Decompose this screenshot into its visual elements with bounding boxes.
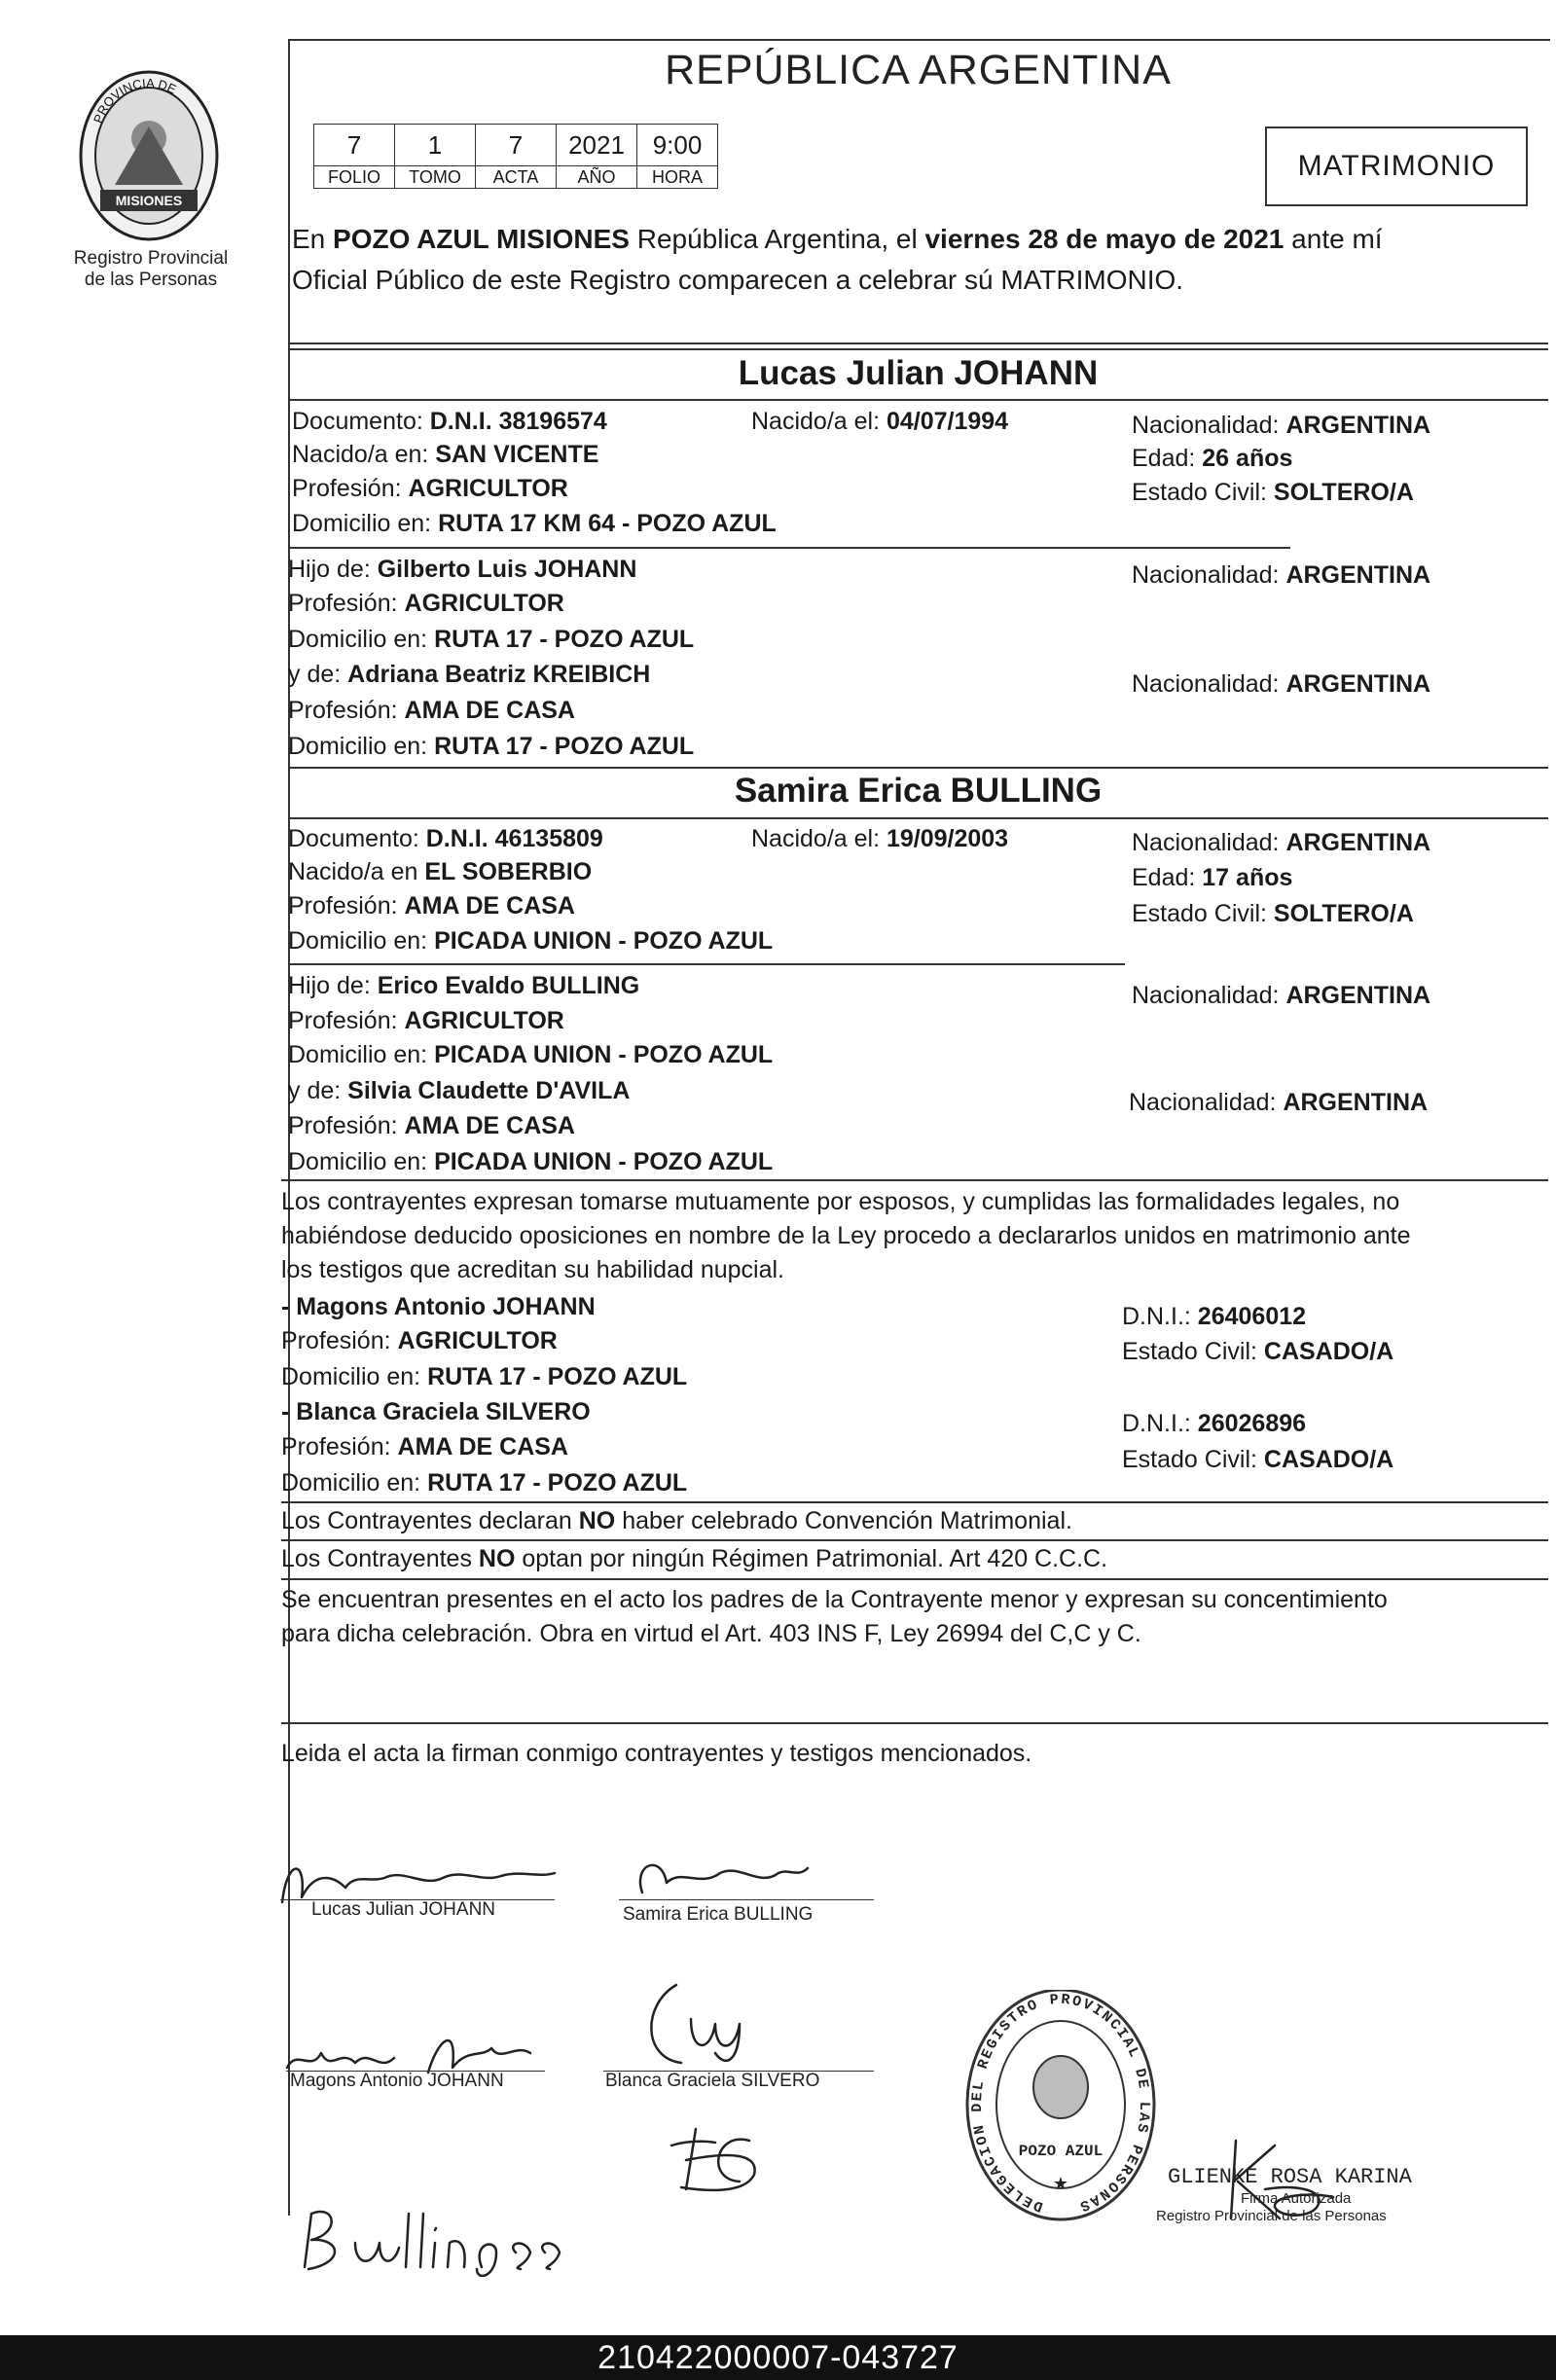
divider	[281, 1722, 1548, 1724]
divider	[288, 767, 1548, 769]
divider	[281, 1179, 1548, 1181]
bride-father-profession: Profesión: AGRICULTOR	[288, 1007, 564, 1034]
record-type-box: MATRIMONIO	[1265, 126, 1528, 206]
parents-consent-paragraph: Se encuentran presentes en el acto los padres de la Contrayente menor y expresan su concentimiento para dicha celebración. Obra en virtud el Art. 403 INS F, Ley 26994 del C,C y C.	[281, 1586, 1388, 1647]
logo-band-text: MISIONES	[115, 193, 183, 208]
groom-mother-nationality: Nacionalidad: ARGENTINA	[1132, 670, 1431, 698]
bride-document: Documento: D.N.I. 46135809	[288, 825, 603, 852]
logo-caption	[39, 248, 263, 291]
official-role: Firma Autorizada	[1241, 2190, 1352, 2207]
signature-line	[619, 1899, 874, 1900]
bride-address: Domicilio en: PICADA UNION - POZO AZUL	[288, 927, 774, 955]
intro-line-2: Oficial Público de este Registro comparecen a celebrar sú MATRIMONIO.	[292, 265, 1184, 295]
bride-profession: Profesión: AMA DE CASA	[288, 892, 575, 920]
convention-statement: Los Contrayentes declaran NO haber celebrado Convención Matrimonial.	[281, 1507, 1072, 1534]
witness-2-profession: Profesión: AMA DE CASA	[281, 1433, 568, 1460]
groom-mother-profession: Profesión: AMA DE CASA	[288, 697, 575, 724]
bride-birth-place: Nacido/a en EL SOBERBIO	[288, 858, 593, 885]
official-seal	[963, 1990, 1158, 2228]
acta-label: ACTA	[476, 166, 557, 189]
provincial-registry-logo	[76, 68, 222, 243]
intro-date: viernes 28 de mayo de 2021	[924, 224, 1285, 254]
divider	[281, 1578, 1548, 1580]
year-label: AÑO	[557, 166, 637, 189]
tomo-label: TOMO	[395, 166, 476, 189]
divider	[281, 1501, 1548, 1503]
closing-statement: Leida el acta la firman conmigo contrayentes y testigos mencionados.	[281, 1740, 1032, 1767]
bride-nationality: Nacionalidad: ARGENTINA	[1132, 829, 1431, 856]
groom-father-nationality: Nacionalidad: ARGENTINA	[1132, 561, 1431, 589]
bride-mother-nationality: Nacionalidad: ARGENTINA	[1129, 1089, 1429, 1116]
divider	[288, 963, 1125, 965]
groom-father-address: Domicilio en: RUTA 17 - POZO AZUL	[288, 626, 695, 653]
logo-arc-text: PROVINCIA DE	[90, 75, 179, 126]
initials-mark	[657, 2121, 764, 2199]
groom-document: Documento: D.N.I. 38196574	[292, 408, 607, 435]
hour-value: 9:00	[637, 125, 718, 166]
bride-father-nationality: Nacionalidad: ARGENTINA	[1132, 982, 1431, 1009]
logo-caption-line-2: de las Personas	[84, 270, 218, 290]
divider	[288, 348, 1548, 350]
document-code-bar: 210422000007-043727	[0, 2335, 1556, 2380]
bride-mother: y de: Silvia Claudette D'AVILA	[288, 1077, 631, 1104]
groom-birth-date: Nacido/a el: 04/07/1994	[751, 408, 1009, 435]
witness-1-profession: Profesión: AGRICULTOR	[281, 1327, 558, 1354]
document-title: REPÚBLICA ARGENTINA	[665, 47, 1172, 93]
bride-birth-date: Nacido/a el: 19/09/2003	[751, 825, 1009, 852]
bride-mother-profession: Profesión: AMA DE CASA	[288, 1112, 575, 1139]
witness-2-signature-name: Blanca Graciela SILVERO	[605, 2071, 820, 2091]
witness-2-signature	[623, 1975, 817, 2073]
handwritten-margin-note	[297, 2199, 589, 2277]
declaration-paragraph: Los contrayentes expresan tomarse mutuamente por esposos, y cumplidas las formalidades legales, no habiéndose deducido oposiciones en nombre de la Ley procedo a declararlos unidos en matrimonio ante los testigos que acreditan su habilidad nupcial.	[281, 1188, 1411, 1283]
groom-signature-name: Lucas Julian JOHANN	[311, 1899, 496, 1920]
groom-civil-status: Estado Civil: SOLTERO/A	[1132, 479, 1414, 506]
bride-signature-name: Samira Erica BULLING	[623, 1904, 814, 1925]
bride-age: Edad: 17 años	[1132, 864, 1293, 891]
folio-value: 7	[314, 125, 395, 166]
groom-nationality: Nacionalidad: ARGENTINA	[1132, 412, 1431, 439]
witness-1-dni: D.N.I.: 26406012	[1122, 1303, 1307, 1330]
groom-mother-address: Domicilio en: RUTA 17 - POZO AZUL	[288, 733, 695, 760]
bride-father-address: Domicilio en: PICADA UNION - POZO AZUL	[288, 1041, 774, 1068]
official-organization: Registro Provincial de las Personas	[1156, 2208, 1387, 2224]
divider	[288, 547, 1290, 549]
acta-value: 7	[476, 125, 557, 166]
intro-paragraph: En POZO AZUL MISIONES República Argentina, el viernes 28 de mayo de 2021 ante mí Oficial Público de este Registro comparecen a celebrar sú MATRIMONIO.	[292, 219, 1547, 301]
witness-2-name: - Blanca Graciela SILVERO	[281, 1398, 591, 1425]
divider	[288, 399, 1548, 401]
witness-2-dni: D.N.I.: 26026896	[1122, 1410, 1307, 1437]
witness-1-signature-name: Magons Antonio JOHANN	[290, 2071, 504, 2091]
divider	[288, 343, 1548, 344]
groom-name-heading: Lucas Julian JOHANN	[738, 354, 1099, 392]
year-value: 2021	[557, 125, 637, 166]
official-name: GLIENKE ROSA KARINA	[1168, 2165, 1412, 2189]
groom-father-profession: Profesión: AGRICULTOR	[288, 590, 564, 617]
groom-mother: y de: Adriana Beatriz KREIBICH	[288, 661, 651, 688]
intro-place: POZO AZUL MISIONES	[333, 224, 630, 254]
official-signature	[1197, 2131, 1343, 2228]
bride-name-heading: Samira Erica BULLING	[734, 772, 1103, 810]
divider	[288, 817, 1548, 819]
groom-father: Hijo de: Gilberto Luis JOHANN	[288, 556, 637, 583]
witness-1-name: - Magons Antonio JOHANN	[281, 1293, 596, 1320]
witness-1-civil-status: Estado Civil: CASADO/A	[1122, 1338, 1394, 1365]
bride-civil-status: Estado Civil: SOLTERO/A	[1132, 900, 1414, 927]
bride-signature	[623, 1849, 817, 1907]
registry-reference-table	[313, 124, 718, 189]
groom-address: Domicilio en: RUTA 17 KM 64 - POZO AZUL	[292, 510, 777, 537]
bride-mother-address: Domicilio en: PICADA UNION - POZO AZUL	[288, 1148, 774, 1175]
logo-caption-line-1: Registro Provincial	[73, 248, 229, 269]
divider	[281, 1539, 1548, 1541]
groom-profession: Profesión: AGRICULTOR	[292, 475, 568, 502]
hour-label: HORA	[637, 166, 718, 189]
witness-2-civil-status: Estado Civil: CASADO/A	[1122, 1446, 1394, 1473]
seal-inner-text: POZO AZUL	[1018, 2143, 1104, 2160]
svg-text:★: ★	[1052, 2174, 1069, 2193]
witness-2-address: Domicilio en: RUTA 17 - POZO AZUL	[281, 1469, 688, 1497]
groom-age: Edad: 26 años	[1132, 445, 1293, 472]
patrimonial-regime-statement: Los Contrayentes NO optan por ningún Régimen Patrimonial. Art 420 C.C.C.	[281, 1545, 1108, 1572]
folio-label: FOLIO	[314, 166, 395, 189]
bride-father: Hijo de: Erico Evaldo BULLING	[288, 972, 640, 999]
seal-ring-text: DELEGACION DEL REGISTRO PROVINCIAL DE LAS PERSONAS	[968, 1991, 1153, 2216]
groom-birth-place: Nacido/a en: SAN VICENTE	[292, 441, 599, 468]
tomo-value: 1	[395, 125, 476, 166]
witness-1-address: Domicilio en: RUTA 17 - POZO AZUL	[281, 1363, 688, 1390]
